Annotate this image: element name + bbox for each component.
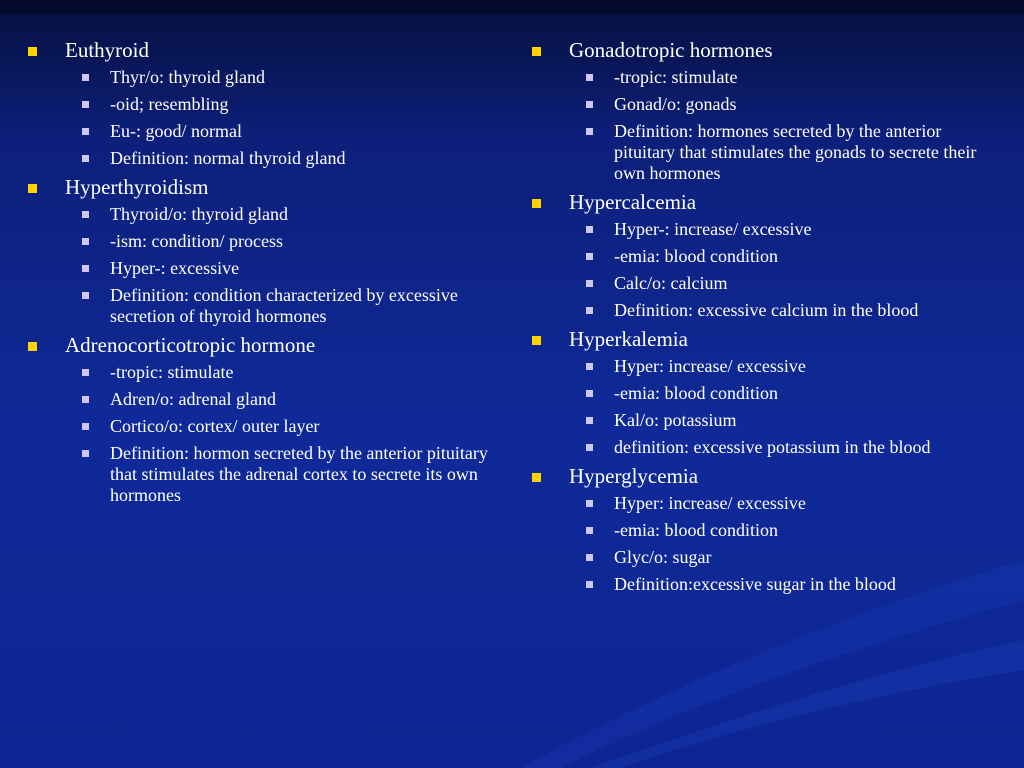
topic-heading: [532, 190, 1002, 215]
small-square-bullet-icon: [586, 581, 593, 588]
topic-detail-list: [28, 204, 500, 327]
list-item: [532, 410, 1002, 431]
small-square-bullet-icon: [586, 363, 593, 370]
topic-title: Gonadotropic hormones: [569, 38, 773, 62]
topic-heading: [28, 333, 500, 358]
topic-title: Adrenocorticotropic hormone: [65, 333, 316, 357]
list-item: [532, 273, 1002, 294]
square-bullet-icon: [532, 336, 541, 345]
topic-section: [532, 38, 1002, 184]
list-item-text: -tropic: stimulate: [614, 67, 738, 87]
small-square-bullet-icon: [586, 417, 593, 424]
small-square-bullet-icon: [586, 307, 593, 314]
list-item: [532, 219, 1002, 240]
list-item: [532, 94, 1002, 115]
small-square-bullet-icon: [82, 396, 89, 403]
list-item-text: Definition: hormon secreted by the anterior pituitary that stimulates the adrenal cortex to secrete its own hormones: [110, 443, 488, 505]
small-square-bullet-icon: [586, 390, 593, 397]
square-bullet-icon: [28, 47, 37, 56]
topic-detail-list: [532, 67, 1002, 184]
list-item: [28, 67, 500, 88]
topic-detail-list: [532, 219, 1002, 321]
small-square-bullet-icon: [82, 101, 89, 108]
list-item: [532, 574, 1002, 595]
list-item-text: Definition: condition characterized by excessive secretion of thyroid hormones: [110, 285, 458, 326]
list-item-text: Thyr/o: thyroid gland: [110, 67, 265, 87]
left-column: [28, 36, 500, 512]
list-item-text: Glyc/o: sugar: [614, 547, 712, 567]
topic-detail-list: [28, 67, 500, 169]
small-square-bullet-icon: [586, 226, 593, 233]
list-item: [28, 362, 500, 383]
topic-title: Hyperkalemia: [569, 327, 688, 351]
list-item: [532, 493, 1002, 514]
list-item: [532, 246, 1002, 267]
list-item-text: Hyper-: increase/ excessive: [614, 219, 812, 239]
list-item-text: -oid; resembling: [110, 94, 229, 114]
list-item-text: Definition: hormones secreted by the anterior pituitary that stimulates the gonads to secrete their own hormones: [614, 121, 977, 183]
square-bullet-icon: [532, 47, 541, 56]
list-item-text: Kal/o: potassium: [614, 410, 737, 430]
list-item-text: Cortico/o: cortex/ outer layer: [110, 416, 320, 436]
list-item-text: -emia: blood condition: [614, 383, 778, 403]
square-bullet-icon: [532, 473, 541, 482]
small-square-bullet-icon: [82, 155, 89, 162]
topic-heading: [28, 38, 500, 63]
topic-detail-list: [532, 356, 1002, 458]
list-item-text: Hyper-: excessive: [110, 258, 240, 278]
small-square-bullet-icon: [586, 280, 593, 287]
list-item-text: -ism: condition/ process: [110, 231, 283, 251]
list-item-text: Definition: excessive calcium in the blood: [614, 300, 919, 320]
small-square-bullet-icon: [586, 74, 593, 81]
list-item: [532, 547, 1002, 568]
list-item-text: Definition: normal thyroid gland: [110, 148, 346, 168]
small-square-bullet-icon: [586, 554, 593, 561]
list-item: [28, 121, 500, 142]
small-square-bullet-icon: [82, 423, 89, 430]
topic-section: [532, 190, 1002, 321]
small-square-bullet-icon: [82, 292, 89, 299]
small-square-bullet-icon: [82, 128, 89, 135]
list-item-text: Adren/o: adrenal gland: [110, 389, 276, 409]
topic-heading: [532, 38, 1002, 63]
list-item: [532, 383, 1002, 404]
list-item-text: Hyper: increase/ excessive: [614, 493, 806, 513]
list-item: [532, 356, 1002, 377]
list-item: [532, 437, 1002, 458]
right-column: [532, 36, 1002, 601]
small-square-bullet-icon: [82, 238, 89, 245]
topic-heading: [532, 464, 1002, 489]
list-item: [28, 94, 500, 115]
list-item: [28, 389, 500, 410]
square-bullet-icon: [532, 199, 541, 208]
list-item-text: Hyper: increase/ excessive: [614, 356, 806, 376]
list-item: [28, 204, 500, 225]
list-item-text: -tropic: stimulate: [110, 362, 234, 382]
list-item: [532, 121, 1002, 184]
list-item-text: definition: excessive potassium in the blood: [614, 437, 931, 457]
square-bullet-icon: [28, 184, 37, 193]
slide-top-band: [0, 0, 1024, 14]
list-item: [28, 148, 500, 169]
list-item: [28, 258, 500, 279]
small-square-bullet-icon: [82, 369, 89, 376]
small-square-bullet-icon: [586, 527, 593, 534]
list-item: [532, 300, 1002, 321]
topic-section: [532, 327, 1002, 458]
list-item-text: Calc/o: calcium: [614, 273, 728, 293]
small-square-bullet-icon: [586, 101, 593, 108]
list-item: [28, 231, 500, 252]
topic-section: [28, 333, 500, 506]
list-item-text: -emia: blood condition: [614, 246, 778, 266]
list-item: [28, 443, 500, 506]
list-item-text: Thyroid/o: thyroid gland: [110, 204, 288, 224]
topic-title: Hypercalcemia: [569, 190, 697, 214]
list-item-text: Definition:excessive sugar in the blood: [614, 574, 896, 594]
list-item-text: Eu-: good/ normal: [110, 121, 242, 141]
small-square-bullet-icon: [586, 253, 593, 260]
list-item: [532, 520, 1002, 541]
topic-title: Hyperthyroidism: [65, 175, 209, 199]
small-square-bullet-icon: [82, 265, 89, 272]
topic-heading: [28, 175, 500, 200]
square-bullet-icon: [28, 342, 37, 351]
topic-title: Euthyroid: [65, 38, 149, 62]
list-item: [532, 67, 1002, 88]
small-square-bullet-icon: [82, 211, 89, 218]
list-item-text: -emia: blood condition: [614, 520, 778, 540]
topic-title: Hyperglycemia: [569, 464, 699, 488]
topic-detail-list: [532, 493, 1002, 595]
small-square-bullet-icon: [82, 74, 89, 81]
topic-heading: [532, 327, 1002, 352]
small-square-bullet-icon: [82, 450, 89, 457]
small-square-bullet-icon: [586, 500, 593, 507]
topic-section: [28, 175, 500, 327]
small-square-bullet-icon: [586, 128, 593, 135]
list-item: [28, 285, 500, 327]
small-square-bullet-icon: [586, 444, 593, 451]
topic-detail-list: [28, 362, 500, 506]
list-item-text: Gonad/o: gonads: [614, 94, 737, 114]
topic-section: [532, 464, 1002, 595]
list-item: [28, 416, 500, 437]
topic-section: [28, 38, 500, 169]
